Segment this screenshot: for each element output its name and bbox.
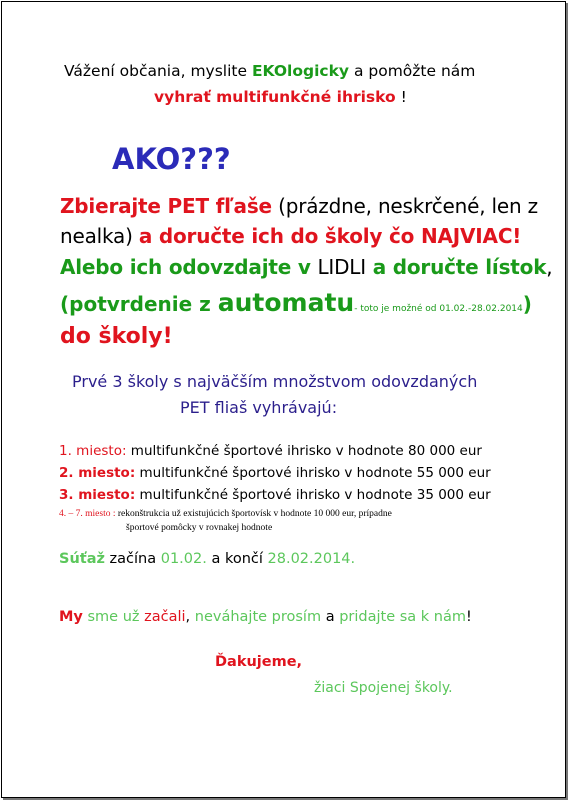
prize-place: 2. miesto: <box>59 465 136 481</box>
call-comma: , <box>185 609 195 625</box>
prize-text: multifunkčné športové ihrisko v hodnote 55 000 eur <box>135 465 491 481</box>
how-alternative: Alebo ich odovzdajte v <box>60 255 318 279</box>
prize-place: 3. miesto: <box>59 487 136 503</box>
how-lidl: LIDLI <box>317 255 366 279</box>
contest-ends: končí <box>224 551 263 567</box>
intro-line-1 <box>64 62 475 80</box>
contest-and: a <box>206 551 225 567</box>
intro-text-2: a pomôžte nám <box>349 62 476 80</box>
contest-label: Súťaž <box>59 551 105 567</box>
prize-place: 1. miesto: <box>59 443 127 459</box>
how-paren: ) <box>522 292 532 316</box>
prize-item-4-cont: športové pomôcky v rovnakej hodnote <box>126 523 273 533</box>
closing-signature: žiaci Spojenej školy. <box>314 680 453 696</box>
how-collect: Zbierajte PET fľaše <box>60 194 272 218</box>
how-confirm: (potvrdenie z <box>60 292 218 316</box>
how-line-2 <box>60 224 521 248</box>
call-dont-hesitate: neváhajte prosím <box>194 609 322 625</box>
contest-end: 28.02.2014. <box>262 551 356 567</box>
contest-dates <box>59 551 355 567</box>
intro-excl: ! <box>395 88 407 106</box>
intro-goal: vyhrať multifunkčné ihrisko <box>154 88 396 106</box>
prize-item-1 <box>59 443 482 459</box>
how-to-school: do školy! <box>60 324 173 349</box>
document-page <box>1 1 566 798</box>
contest-text: začína <box>104 551 161 567</box>
prizes-intro-2: PET fliaš vyhrávajú: <box>180 398 338 417</box>
how-comma: , <box>546 255 553 279</box>
how-nealka: nealka) <box>60 224 139 248</box>
prize-text: multifunkčné športové ihrisko v hodnote 80 000 eur <box>126 443 482 459</box>
call-and: a <box>321 609 340 625</box>
how-automat: automatu <box>217 288 355 317</box>
prizes-intro-1: Prvé 3 školy s najväčším množstvom odovzdaných <box>72 372 478 391</box>
how-ticket: a doručte lístok <box>365 255 547 279</box>
intro-line-2 <box>154 88 407 106</box>
how-line-4 <box>60 288 532 317</box>
how-collect-note: (prázdne, neskrčené, len z <box>271 194 538 218</box>
call-to-action <box>59 609 472 625</box>
call-my: My <box>59 609 83 625</box>
prize-item-3 <box>59 487 491 503</box>
closing-thanks: Ďakujeme, <box>215 654 303 670</box>
how-date-note: - toto je možné od 01.02.-28.02.2014 <box>354 304 523 314</box>
how-deliver: a doručte ich do školy čo NAJVIAC! <box>138 224 522 248</box>
how-line-3 <box>60 255 552 279</box>
call-text: sme už <box>82 609 145 625</box>
how-line-1 <box>60 194 538 218</box>
prize-item-2 <box>59 465 491 481</box>
prize-place-small: 4. – 7. miesto : <box>59 509 116 519</box>
contest-start: 01.02. <box>160 551 207 567</box>
prize-item-4 <box>59 509 392 519</box>
call-started: začali <box>144 609 186 625</box>
intro-text: Vážení občania, myslite <box>64 62 252 80</box>
prize-text-small: rekonštrukcia už existujúcich športovísk v hodnote 10 000 eur, prípadne <box>115 509 392 519</box>
heading-ako: AKO??? <box>112 142 231 176</box>
prize-text: multifunkčné športové ihrisko v hodnote 35 000 eur <box>135 487 491 503</box>
call-excl: ! <box>466 609 472 625</box>
call-join: pridajte sa k nám <box>339 609 466 625</box>
intro-eko: EKOlogicky <box>251 62 350 80</box>
